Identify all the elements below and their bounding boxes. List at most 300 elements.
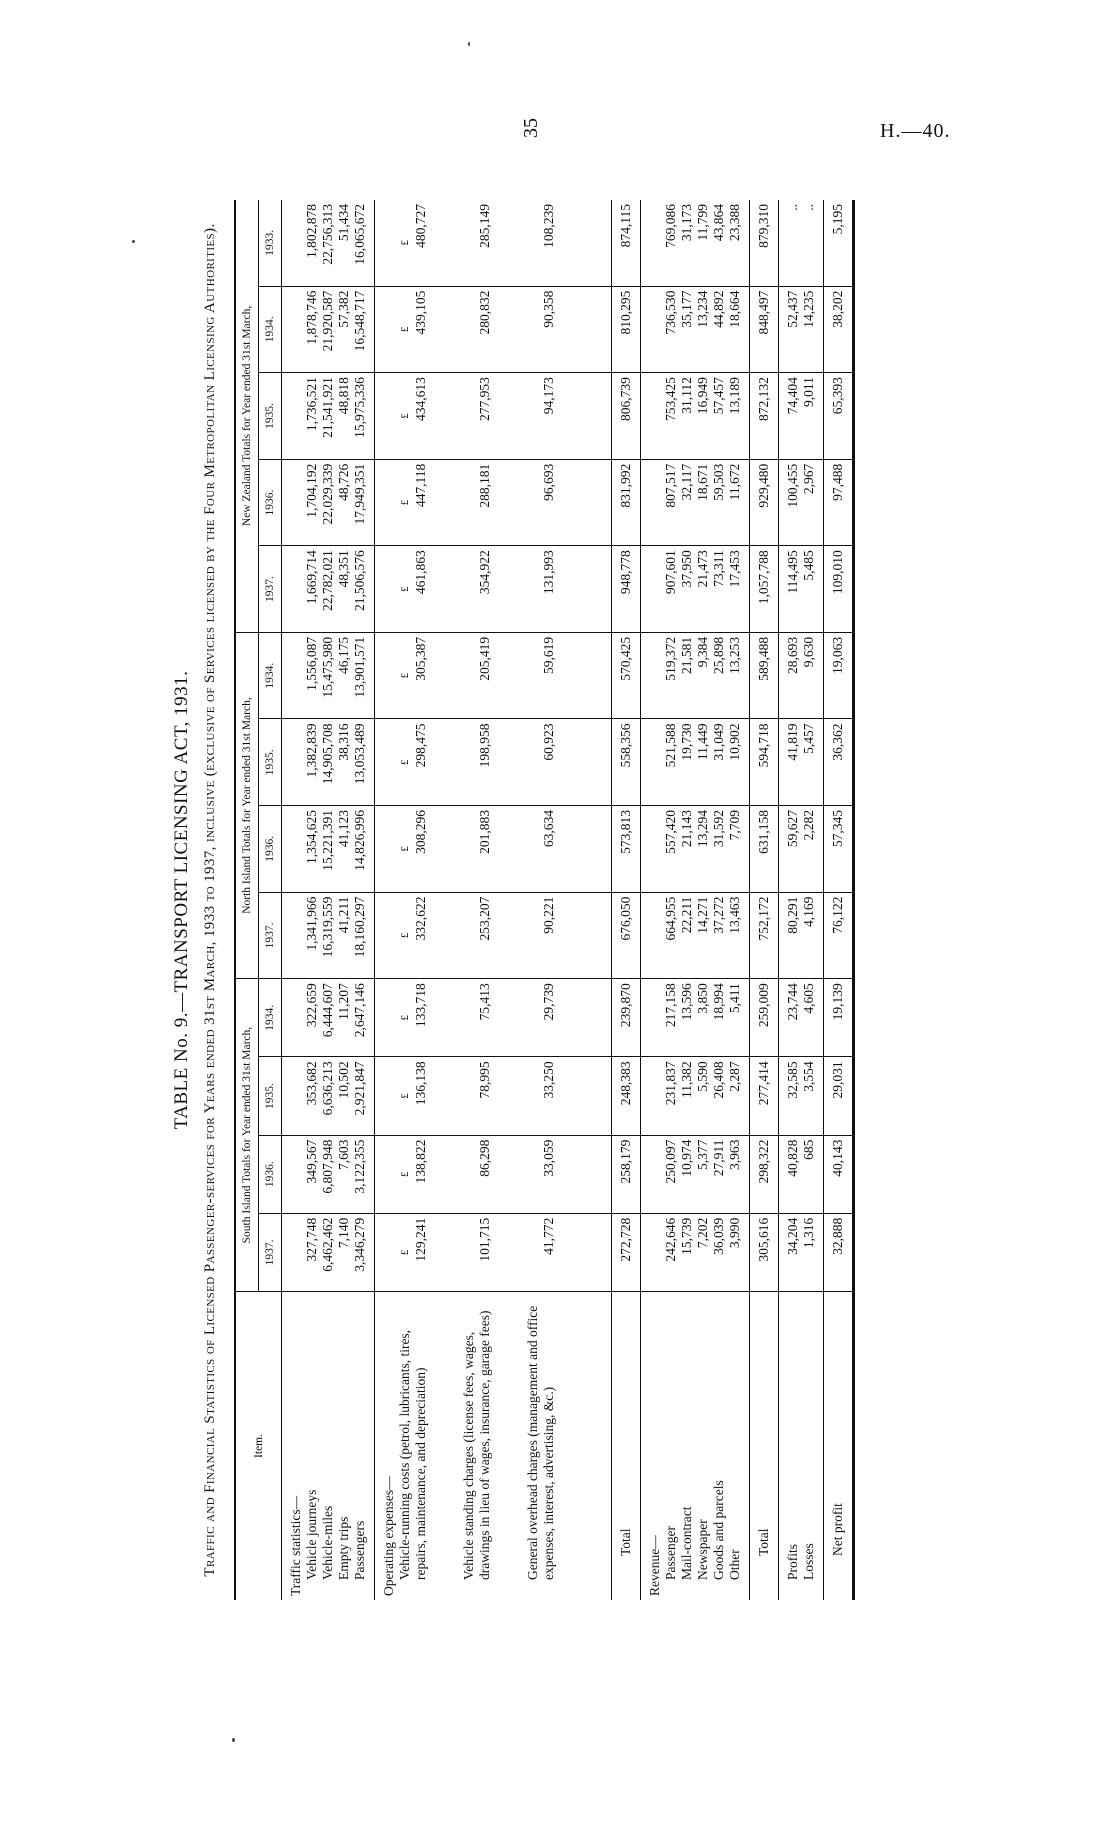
data-value: 10,502 (336, 1061, 351, 1099)
data-value: 1,341,966 (304, 896, 319, 951)
data-value: 1,878,746 (304, 290, 319, 345)
total-value: 259,009 (750, 979, 779, 1057)
value-cell (375, 200, 612, 286)
data-value: 4,169 (801, 896, 816, 927)
spacer (381, 291, 397, 369)
data-value: 205,419 (477, 636, 492, 681)
data-value: 22,211 (679, 896, 694, 934)
value-cell (641, 892, 750, 979)
group-header-north: North Island Totals for Year ended 31st March, (235, 632, 259, 978)
total-value: 558,356 (612, 719, 641, 806)
data-value: 1,316 (801, 1217, 816, 1249)
data-value: 11,382 (679, 1061, 694, 1099)
total-value: 298,322 (750, 1135, 779, 1213)
table-row (375, 200, 612, 1600)
data-value: 9,630 (801, 636, 816, 668)
total-value: 258,179 (612, 1135, 641, 1213)
table-title: TABLE No. 9.—TRANSPORT LICENSING ACT, 1931. (171, 670, 192, 1130)
total-value: 76,122 (824, 892, 854, 979)
data-value: 3,346,279 (352, 1217, 367, 1272)
data-value: 14,905,708 (320, 723, 335, 785)
data-value: 16,949 (695, 377, 710, 415)
data-value: 231,837 (663, 1061, 678, 1106)
currency-symbol: £ (399, 1093, 411, 1099)
value-cell (282, 806, 375, 893)
row-label: Newspaper (695, 1519, 710, 1580)
value-cell (282, 632, 375, 719)
data-value: 1,669,714 (304, 550, 319, 605)
table-row (641, 200, 750, 1600)
data-value: 131,993 (541, 550, 556, 595)
data-value: 557,420 (663, 810, 678, 854)
data-value: 32,585 (785, 1061, 800, 1099)
data-value: 11,672 (727, 463, 742, 501)
data-value: 26,408 (711, 1061, 726, 1099)
total-value: 874,115 (612, 200, 641, 286)
value-cell (282, 1057, 375, 1135)
total-label-cell (750, 1292, 779, 1601)
data-value: 138,822 (413, 1139, 428, 1184)
data-value: 13,189 (727, 377, 742, 415)
data-value: 96,693 (541, 463, 556, 501)
data-value: 2,287 (727, 1061, 742, 1092)
year-header: 1933. (259, 200, 282, 286)
total-value: 19,139 (824, 979, 854, 1057)
total-value: 5,195 (824, 200, 854, 286)
total-label: Net profit (830, 1503, 845, 1556)
data-value: 5,485 (801, 550, 816, 581)
spacer (288, 1218, 304, 1287)
year-header: 1935. (259, 1057, 282, 1135)
data-value: 33,059 (541, 1139, 556, 1177)
data-value: 16,065,672 (352, 204, 367, 265)
data-value: 15,975,336 (352, 377, 367, 438)
spacer (288, 810, 304, 888)
value-cell (779, 286, 824, 373)
data-value: 7,709 (727, 810, 742, 841)
data-value: 521,588 (663, 723, 678, 768)
spacer (381, 464, 397, 542)
data-value: 685 (801, 1139, 816, 1160)
spacer (647, 1218, 663, 1287)
data-value: 434,613 (413, 377, 428, 422)
data-value: 90,221 (541, 896, 556, 934)
spacer (647, 983, 663, 1052)
data-value: 31,049 (711, 723, 726, 761)
currency-symbol: £ (399, 1171, 411, 1177)
data-value: 6,444,607 (320, 983, 335, 1038)
data-value: 41,123 (336, 810, 351, 848)
data-value: 480,727 (413, 204, 428, 248)
data-value: 1,704,192 (304, 463, 319, 518)
data-value: 15,221,391 (320, 810, 335, 871)
value-cell (779, 719, 824, 806)
total-value: 594,718 (750, 719, 779, 806)
data-value: .. (785, 204, 800, 211)
data-value: 277,953 (477, 377, 492, 422)
value-cell (375, 806, 612, 893)
data-value: 28,693 (785, 636, 800, 674)
data-value: 101,715 (477, 1217, 492, 1262)
year-header: 1937. (259, 1213, 282, 1291)
data-value: 242,646 (663, 1217, 678, 1262)
value-cell (641, 1057, 750, 1135)
spacer (647, 637, 663, 715)
data-value: 354,922 (477, 550, 492, 595)
data-value: 3,850 (695, 983, 710, 1014)
data-value: 25,898 (711, 636, 726, 674)
value-cell (779, 1057, 824, 1135)
currency-symbol: £ (399, 672, 411, 679)
data-value: 21,506,576 (352, 550, 367, 612)
scan-speck (132, 240, 135, 243)
data-value: 10,974 (679, 1139, 694, 1177)
data-value: 23,744 (785, 983, 800, 1021)
spacer (288, 1140, 304, 1209)
data-value: 41,772 (541, 1217, 556, 1255)
data-value: 13,294 (695, 810, 710, 848)
total-label: Total (618, 1528, 633, 1556)
currency-symbol: £ (399, 1249, 411, 1256)
value-cell (282, 546, 375, 633)
data-value: 75,413 (477, 983, 492, 1021)
value-cell (375, 719, 612, 806)
scan-speck (468, 42, 470, 46)
data-value: 86,298 (477, 1139, 492, 1177)
data-value: 14,271 (695, 896, 710, 934)
data-value: 322,659 (304, 983, 319, 1028)
scan-speck (232, 1738, 235, 1742)
value-cell (282, 1213, 375, 1291)
data-value: 21,473 (695, 550, 710, 588)
data-value: 807,517 (663, 463, 678, 508)
data-value: 2,647,146 (352, 983, 367, 1038)
data-value: 41,211 (336, 896, 351, 934)
total-value: 40,143 (824, 1135, 854, 1213)
total-value: 97,488 (824, 459, 854, 546)
total-value: 272,728 (612, 1213, 641, 1291)
document-id: H.—40. (880, 120, 951, 142)
total-value: 573,813 (612, 806, 641, 893)
total-label: Total (756, 1528, 771, 1556)
value-cell (282, 979, 375, 1057)
data-value: 439,105 (413, 290, 428, 335)
spacer (647, 464, 663, 542)
total-value: 631,158 (750, 806, 779, 893)
data-value: 353,682 (304, 1061, 319, 1106)
data-value: 217,158 (663, 983, 678, 1028)
data-value: .. (801, 204, 816, 211)
value-cell (282, 892, 375, 979)
data-value: 31,592 (711, 810, 726, 848)
value-cell (641, 200, 750, 286)
data-value: 15,475,980 (320, 636, 335, 698)
data-value: 114,495 (785, 550, 800, 594)
data-value: 52,437 (785, 290, 800, 328)
row-label: Other (727, 1549, 742, 1580)
value-cell (779, 892, 824, 979)
data-value: 48,351 (336, 550, 351, 588)
value-cell (375, 632, 612, 719)
data-value: 2,921,847 (352, 1061, 367, 1116)
data-value: 327,748 (304, 1217, 319, 1262)
data-value: 13,596 (679, 983, 694, 1021)
spacer (381, 550, 397, 628)
value-cell (641, 806, 750, 893)
year-header: 1935. (259, 719, 282, 806)
value-cell (375, 1057, 612, 1135)
data-value: 9,384 (695, 636, 710, 668)
data-value: 59,627 (785, 810, 800, 848)
data-value: 7,603 (336, 1139, 351, 1170)
spacer (288, 464, 304, 542)
data-value: 5,411 (727, 983, 742, 1014)
data-value: 664,955 (663, 896, 678, 941)
data-value: 46,175 (336, 636, 351, 674)
data-value: 5,590 (695, 1061, 710, 1092)
data-value: 11,207 (336, 983, 351, 1020)
data-value: 13,463 (727, 896, 742, 934)
value-cell (779, 546, 824, 633)
data-value: 21,920,587 (320, 290, 335, 352)
data-value: 22,782,021 (320, 550, 335, 612)
group-header-nz: New Zealand Totals for Year ended 31st March, (235, 200, 259, 632)
year-header: 1937. (259, 892, 282, 979)
row-label: Vehicle standing charges (license fees, wages, drawings in lieu of wages, insurance, garage fees) (461, 1310, 492, 1580)
year-header: 1935. (259, 373, 282, 460)
data-value: 13,253 (727, 636, 742, 674)
row-label: Vehicle-miles (320, 1505, 335, 1580)
currency-symbol: £ (399, 326, 411, 333)
value-cell (779, 632, 824, 719)
total-value: 109,010 (824, 546, 854, 633)
data-value: 35,177 (679, 290, 694, 328)
data-value: 32,117 (679, 463, 694, 501)
value-cell (375, 373, 612, 460)
data-value: 5,377 (695, 1139, 710, 1170)
value-cell (282, 286, 375, 373)
section-heading: Revenue— (647, 1535, 662, 1596)
year-header: 1936. (259, 806, 282, 893)
total-value: 65,393 (824, 373, 854, 460)
total-value: 806,739 (612, 373, 641, 460)
data-value: 13,053,489 (352, 723, 367, 785)
data-value: 33,250 (541, 1061, 556, 1099)
data-value: 21,581 (679, 636, 694, 674)
data-value: 1,556,087 (304, 636, 319, 691)
spacer (381, 1218, 397, 1287)
year-header: 1936. (259, 459, 282, 546)
total-value: 32,888 (824, 1213, 854, 1291)
total-value: 305,616 (750, 1213, 779, 1291)
year-header: 1934. (259, 632, 282, 719)
statistics-table (234, 200, 855, 1600)
data-value: 9,011 (801, 377, 816, 408)
spacer (647, 810, 663, 888)
spacer (647, 377, 663, 455)
rotated-table-sheet (170, 180, 1070, 1620)
data-value: 250,097 (663, 1139, 678, 1184)
value-cell (641, 719, 750, 806)
total-value: 589,488 (750, 632, 779, 719)
data-value: 907,601 (663, 550, 678, 595)
data-value: 17,453 (727, 550, 742, 588)
data-value: 7,140 (336, 1217, 351, 1249)
spacer (288, 204, 304, 282)
page-number: 35 (520, 118, 542, 138)
net-profit-row (824, 200, 854, 1600)
data-value: 59,619 (541, 636, 556, 674)
data-value: 305,387 (413, 636, 428, 681)
year-header: 1936. (259, 1135, 282, 1213)
value-cell (282, 373, 375, 460)
spacer (381, 723, 397, 801)
data-value: 94,173 (541, 377, 556, 415)
data-value: 48,726 (336, 463, 351, 501)
currency-symbol: £ (399, 759, 411, 765)
data-value: 18,160,297 (352, 896, 367, 958)
total-value: 948,778 (612, 546, 641, 633)
section-heading: Traffic statistics— (288, 1495, 303, 1596)
data-value: 447,118 (413, 463, 428, 508)
value-cell (375, 892, 612, 979)
data-value: 73,311 (711, 550, 726, 587)
value-cell (375, 979, 612, 1057)
total-label-cell (824, 1292, 854, 1601)
total-value: 38,202 (824, 286, 854, 373)
total-label-cell (612, 1292, 641, 1601)
row-label-cell (641, 1292, 750, 1601)
data-value: 6,462,462 (320, 1217, 335, 1272)
data-value: 19,730 (679, 723, 694, 761)
spacer (381, 204, 397, 282)
data-value: 349,567 (304, 1139, 319, 1184)
value-cell (641, 546, 750, 633)
row-label: General overhead charges (management and office expenses, interest, advertising, &c.) (525, 1305, 556, 1580)
data-value: 769,086 (663, 204, 678, 248)
value-cell (375, 546, 612, 633)
data-value: 16,319,559 (320, 896, 335, 958)
total-value: 848,497 (750, 286, 779, 373)
total-value: 752,172 (750, 892, 779, 979)
data-value: 23,388 (727, 204, 742, 242)
data-value: 1,736,521 (304, 377, 319, 432)
spacer (288, 983, 304, 1052)
value-cell (779, 373, 824, 460)
spacer (381, 897, 397, 975)
total-value: 810,295 (612, 286, 641, 373)
row-label: Passengers (352, 1520, 367, 1580)
table-row (282, 200, 375, 1600)
spacer (647, 204, 663, 282)
data-value: 36,039 (711, 1217, 726, 1255)
spacer (647, 1140, 663, 1209)
data-value: 288,181 (477, 463, 492, 508)
data-value: 298,475 (413, 723, 428, 768)
data-value: 133,718 (413, 983, 428, 1028)
row-label: Empty trips (336, 1516, 351, 1580)
data-value: 31,173 (679, 204, 694, 242)
value-cell (282, 1135, 375, 1213)
group-header-south: South Island Totals for Year ended 31st March, (235, 979, 259, 1292)
total-value: 831,992 (612, 459, 641, 546)
total-value: 570,425 (612, 632, 641, 719)
data-value: 1,354,625 (304, 810, 319, 865)
data-value: 29,739 (541, 983, 556, 1021)
data-value: 736,530 (663, 290, 678, 335)
currency-symbol: £ (399, 932, 411, 939)
data-value: 6,636,213 (320, 1061, 335, 1116)
currency-symbol: £ (399, 413, 411, 419)
data-value: 34,204 (785, 1217, 800, 1255)
value-cell (641, 979, 750, 1057)
data-value: 13,901,571 (352, 636, 367, 698)
spacer (288, 1061, 304, 1130)
data-value: 59,503 (711, 463, 726, 501)
total-value: 57,345 (824, 806, 854, 893)
spacer (647, 550, 663, 628)
data-value: 14,826,996 (352, 810, 367, 871)
data-value: 5,457 (801, 723, 816, 754)
data-value: 60,923 (541, 723, 556, 761)
spacer (288, 723, 304, 801)
spacer (647, 1061, 663, 1130)
spacer (288, 897, 304, 975)
currency-symbol: £ (399, 240, 411, 246)
data-value: 22,029,339 (320, 463, 335, 525)
spacer (647, 291, 663, 369)
currency-symbol: £ (399, 499, 411, 506)
currency-symbol: £ (399, 846, 411, 852)
data-value: 22,756,313 (320, 204, 335, 265)
value-cell (641, 1135, 750, 1213)
expenses-total-row (612, 200, 641, 1600)
data-value: 6,807,948 (320, 1139, 335, 1194)
data-value: 80,291 (785, 896, 800, 934)
year-header: 1934. (259, 979, 282, 1057)
data-value: 2,967 (801, 463, 816, 495)
data-value: 31,112 (679, 377, 694, 414)
value-cell (282, 719, 375, 806)
spacer (647, 897, 663, 975)
data-value: 74,404 (785, 377, 800, 415)
data-value: 100,455 (785, 463, 800, 508)
data-value: 7,202 (695, 1217, 710, 1249)
data-value: 17,949,351 (352, 463, 367, 525)
value-cell (641, 632, 750, 719)
total-value: 879,310 (750, 200, 779, 286)
row-label: Vehicle journeys (304, 1489, 319, 1580)
value-cell (779, 459, 824, 546)
value-cell (641, 286, 750, 373)
data-value: 13,234 (695, 290, 710, 328)
value-cell (641, 373, 750, 460)
value-cell (779, 979, 824, 1057)
value-cell (779, 200, 824, 286)
value-cell (779, 806, 824, 893)
total-value: 29,031 (824, 1057, 854, 1135)
total-value: 277,414 (750, 1057, 779, 1135)
value-cell (375, 1135, 612, 1213)
data-value: 16,548,717 (352, 290, 367, 352)
row-label-cell (375, 1292, 612, 1601)
spacer (647, 723, 663, 801)
currency-symbol: £ (399, 1015, 411, 1021)
data-value: 37,950 (679, 550, 694, 588)
data-value: 753,425 (663, 377, 678, 422)
spacer (381, 1061, 397, 1130)
value-cell (779, 1135, 824, 1213)
